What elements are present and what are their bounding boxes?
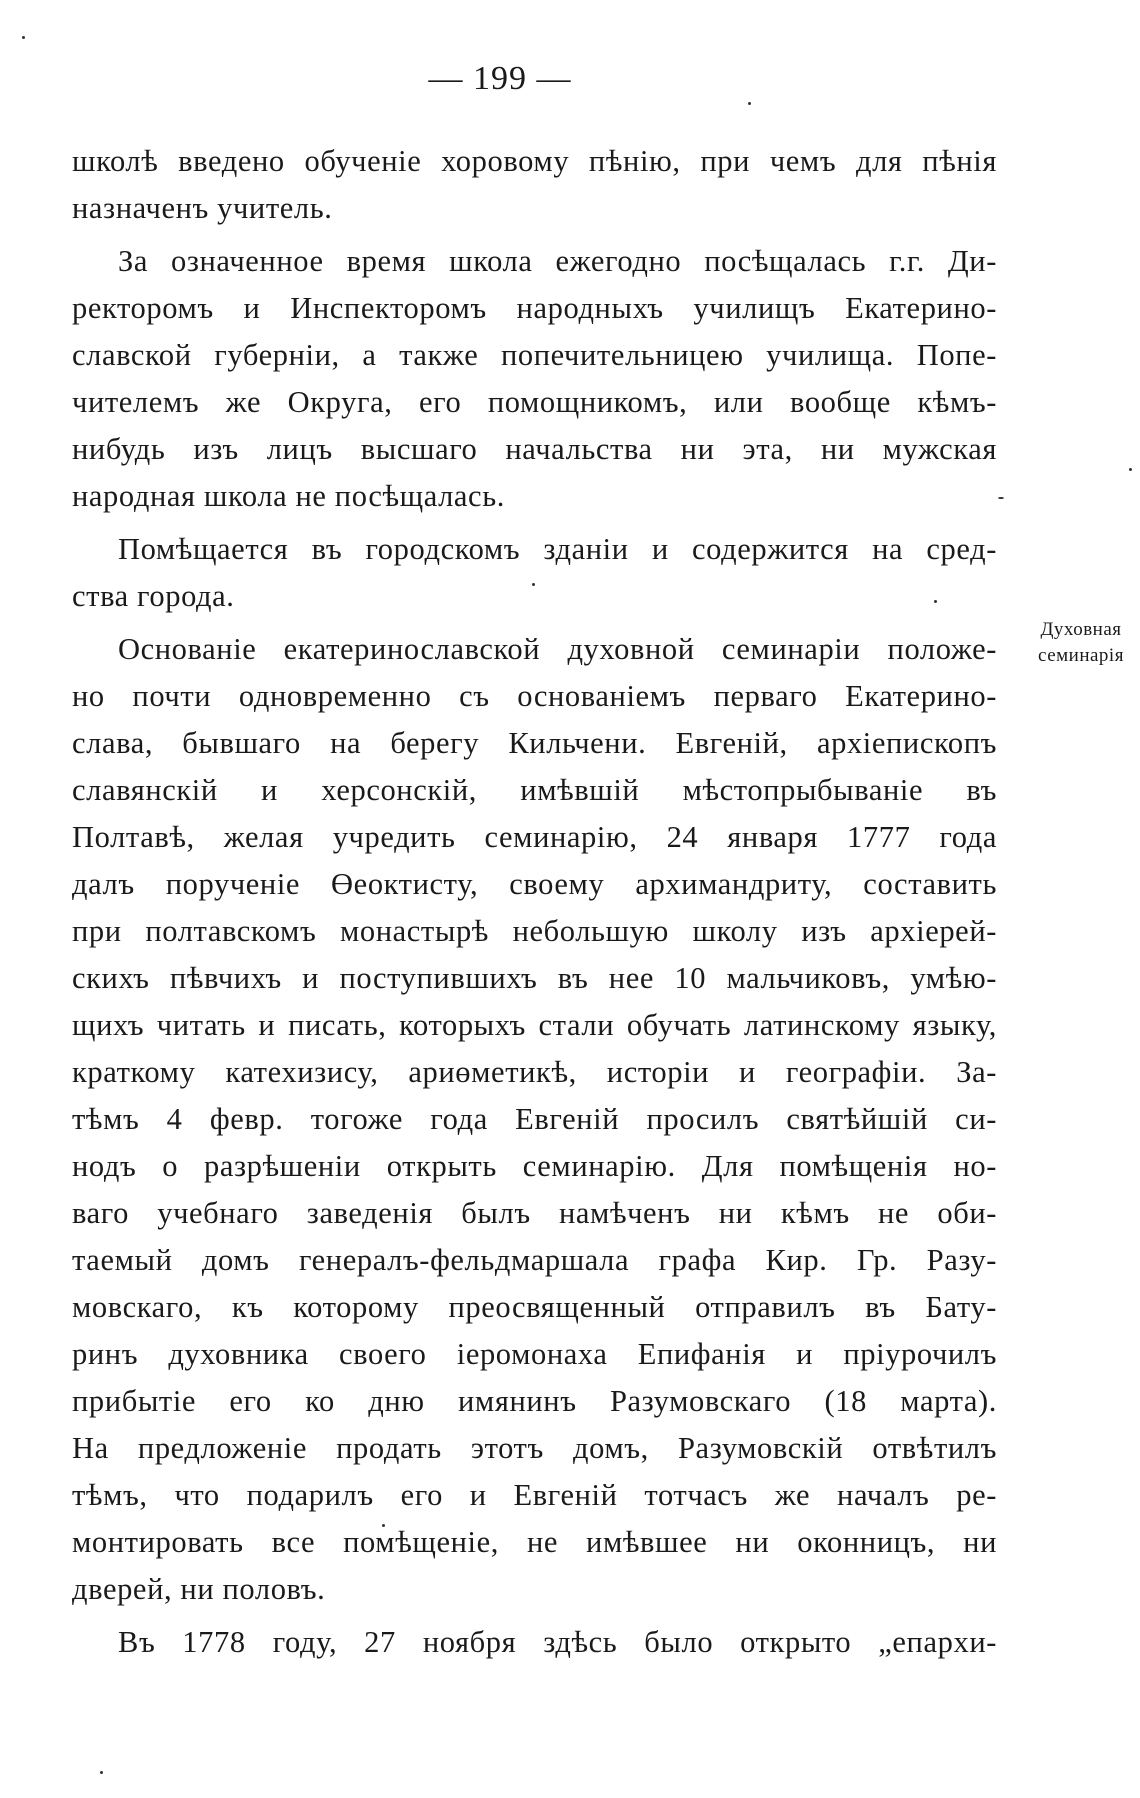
text-line: при полтавскомъ монастырѣ небольшую школу изъ архіерей-	[72, 914, 997, 948]
paragraph	[72, 626, 997, 1613]
text-line: слава, бывшаго на берегу Кильчени. Евгеній, архіепископъ	[72, 726, 997, 760]
text-line: назначенъ учитель.	[72, 191, 333, 225]
paragraph	[72, 238, 997, 520]
text-line: щихъ читать и писать, которыхъ стали обучать латинскому языку,	[72, 1008, 997, 1042]
text-line: славянскій и херсонскій, имѣвшій мѣстопрыбываніе въ	[72, 773, 997, 807]
text-line: монтировать все помѣщеніе, не имѣвшее ни оконницъ, ни	[72, 1525, 997, 1559]
paragraph	[72, 526, 997, 620]
scan-speck	[22, 36, 25, 39]
scan-speck	[1129, 468, 1132, 471]
text-line: Полтавѣ, желая учредить семинарію, 24 января 1777 года	[72, 820, 997, 854]
text-line: нибудь изъ лицъ высшаго начальства ни эта, ни мужская	[72, 432, 997, 466]
text-line: За означенное время школа ежегодно посѣщалась г.г. Ди-	[118, 244, 997, 278]
margin-note-line: семинарія	[1038, 645, 1124, 666]
scan-speck	[998, 497, 1004, 499]
text-line: тѣмъ, что подарилъ его и Евгеній тотчасъ же началъ ре-	[72, 1478, 997, 1512]
paragraph	[72, 138, 997, 232]
text-line: но почти одновременно съ основаніемъ перваго Екатерино-	[72, 679, 997, 713]
text-line: таемый домъ генералъ-фельдмаршала графа Кир. Гр. Разу-	[72, 1243, 997, 1277]
text-line: народная школа не посѣщалась.	[72, 479, 505, 513]
text-line: ваго учебнаго заведенія былъ намѣченъ ни кѣмъ не оби-	[72, 1196, 997, 1230]
text-line: нодъ о разрѣшеніи открыть семинарію. Для помѣщенія но-	[72, 1149, 997, 1183]
margin-note	[1026, 617, 1136, 669]
text-line: скихъ пѣвчихъ и поступившихъ въ нее 10 мальчиковъ, умѣю-	[72, 961, 997, 995]
text-line: ринъ духовника своего іеромонаха Епифанія и пріурочилъ	[72, 1337, 997, 1371]
paragraph	[72, 1619, 997, 1666]
text-line: Въ 1778 году, 27 ноября здѣсь было открыто „епархи-	[118, 1625, 997, 1659]
text-line: ства города.	[72, 579, 235, 613]
text-line: ректоромъ и Инспекторомъ народныхъ училищъ Екатерино-	[72, 291, 997, 325]
text-line: На предложеніе продать этотъ домъ, Разумовскій отвѣтилъ	[72, 1431, 997, 1465]
text-line: Помѣщается въ городскомъ зданіи и содержится на сред-	[118, 532, 997, 566]
text-line: прибытіе его ко дню имянинъ Разумовскаго (18 марта).	[72, 1384, 997, 1418]
text-line: далъ порученіе Өеоктисту, своему архимандриту, составить	[72, 867, 997, 901]
margin-note-line: Духовная	[1040, 619, 1122, 640]
scan-speck	[100, 1771, 103, 1774]
page-number: — 199 —	[428, 60, 572, 97]
body-text	[72, 138, 997, 1666]
text-line: чителемъ же Округа, его помощникомъ, или вообще кѣмъ-	[72, 385, 997, 419]
text-line: краткому катехизису, ариөметикѣ, исторіи и географіи. За-	[72, 1055, 997, 1089]
text-line: дверей, ни половъ.	[72, 1572, 326, 1606]
scan-speck	[748, 102, 751, 105]
text-line: тѣмъ 4 февр. тогоже года Евгеній просилъ святѣйшій си-	[72, 1102, 997, 1136]
text-line: Основаніе екатеринославской духовной семинаріи положе-	[118, 632, 997, 666]
text-line: школѣ введено обученіе хоровому пѣнію, при чемъ для пѣнія	[72, 144, 997, 178]
text-line: мовскаго, къ которому преосвященный отправилъ въ Бату-	[72, 1290, 997, 1324]
text-line: славской губерніи, а также попечительницею училища. Попе-	[72, 338, 997, 372]
